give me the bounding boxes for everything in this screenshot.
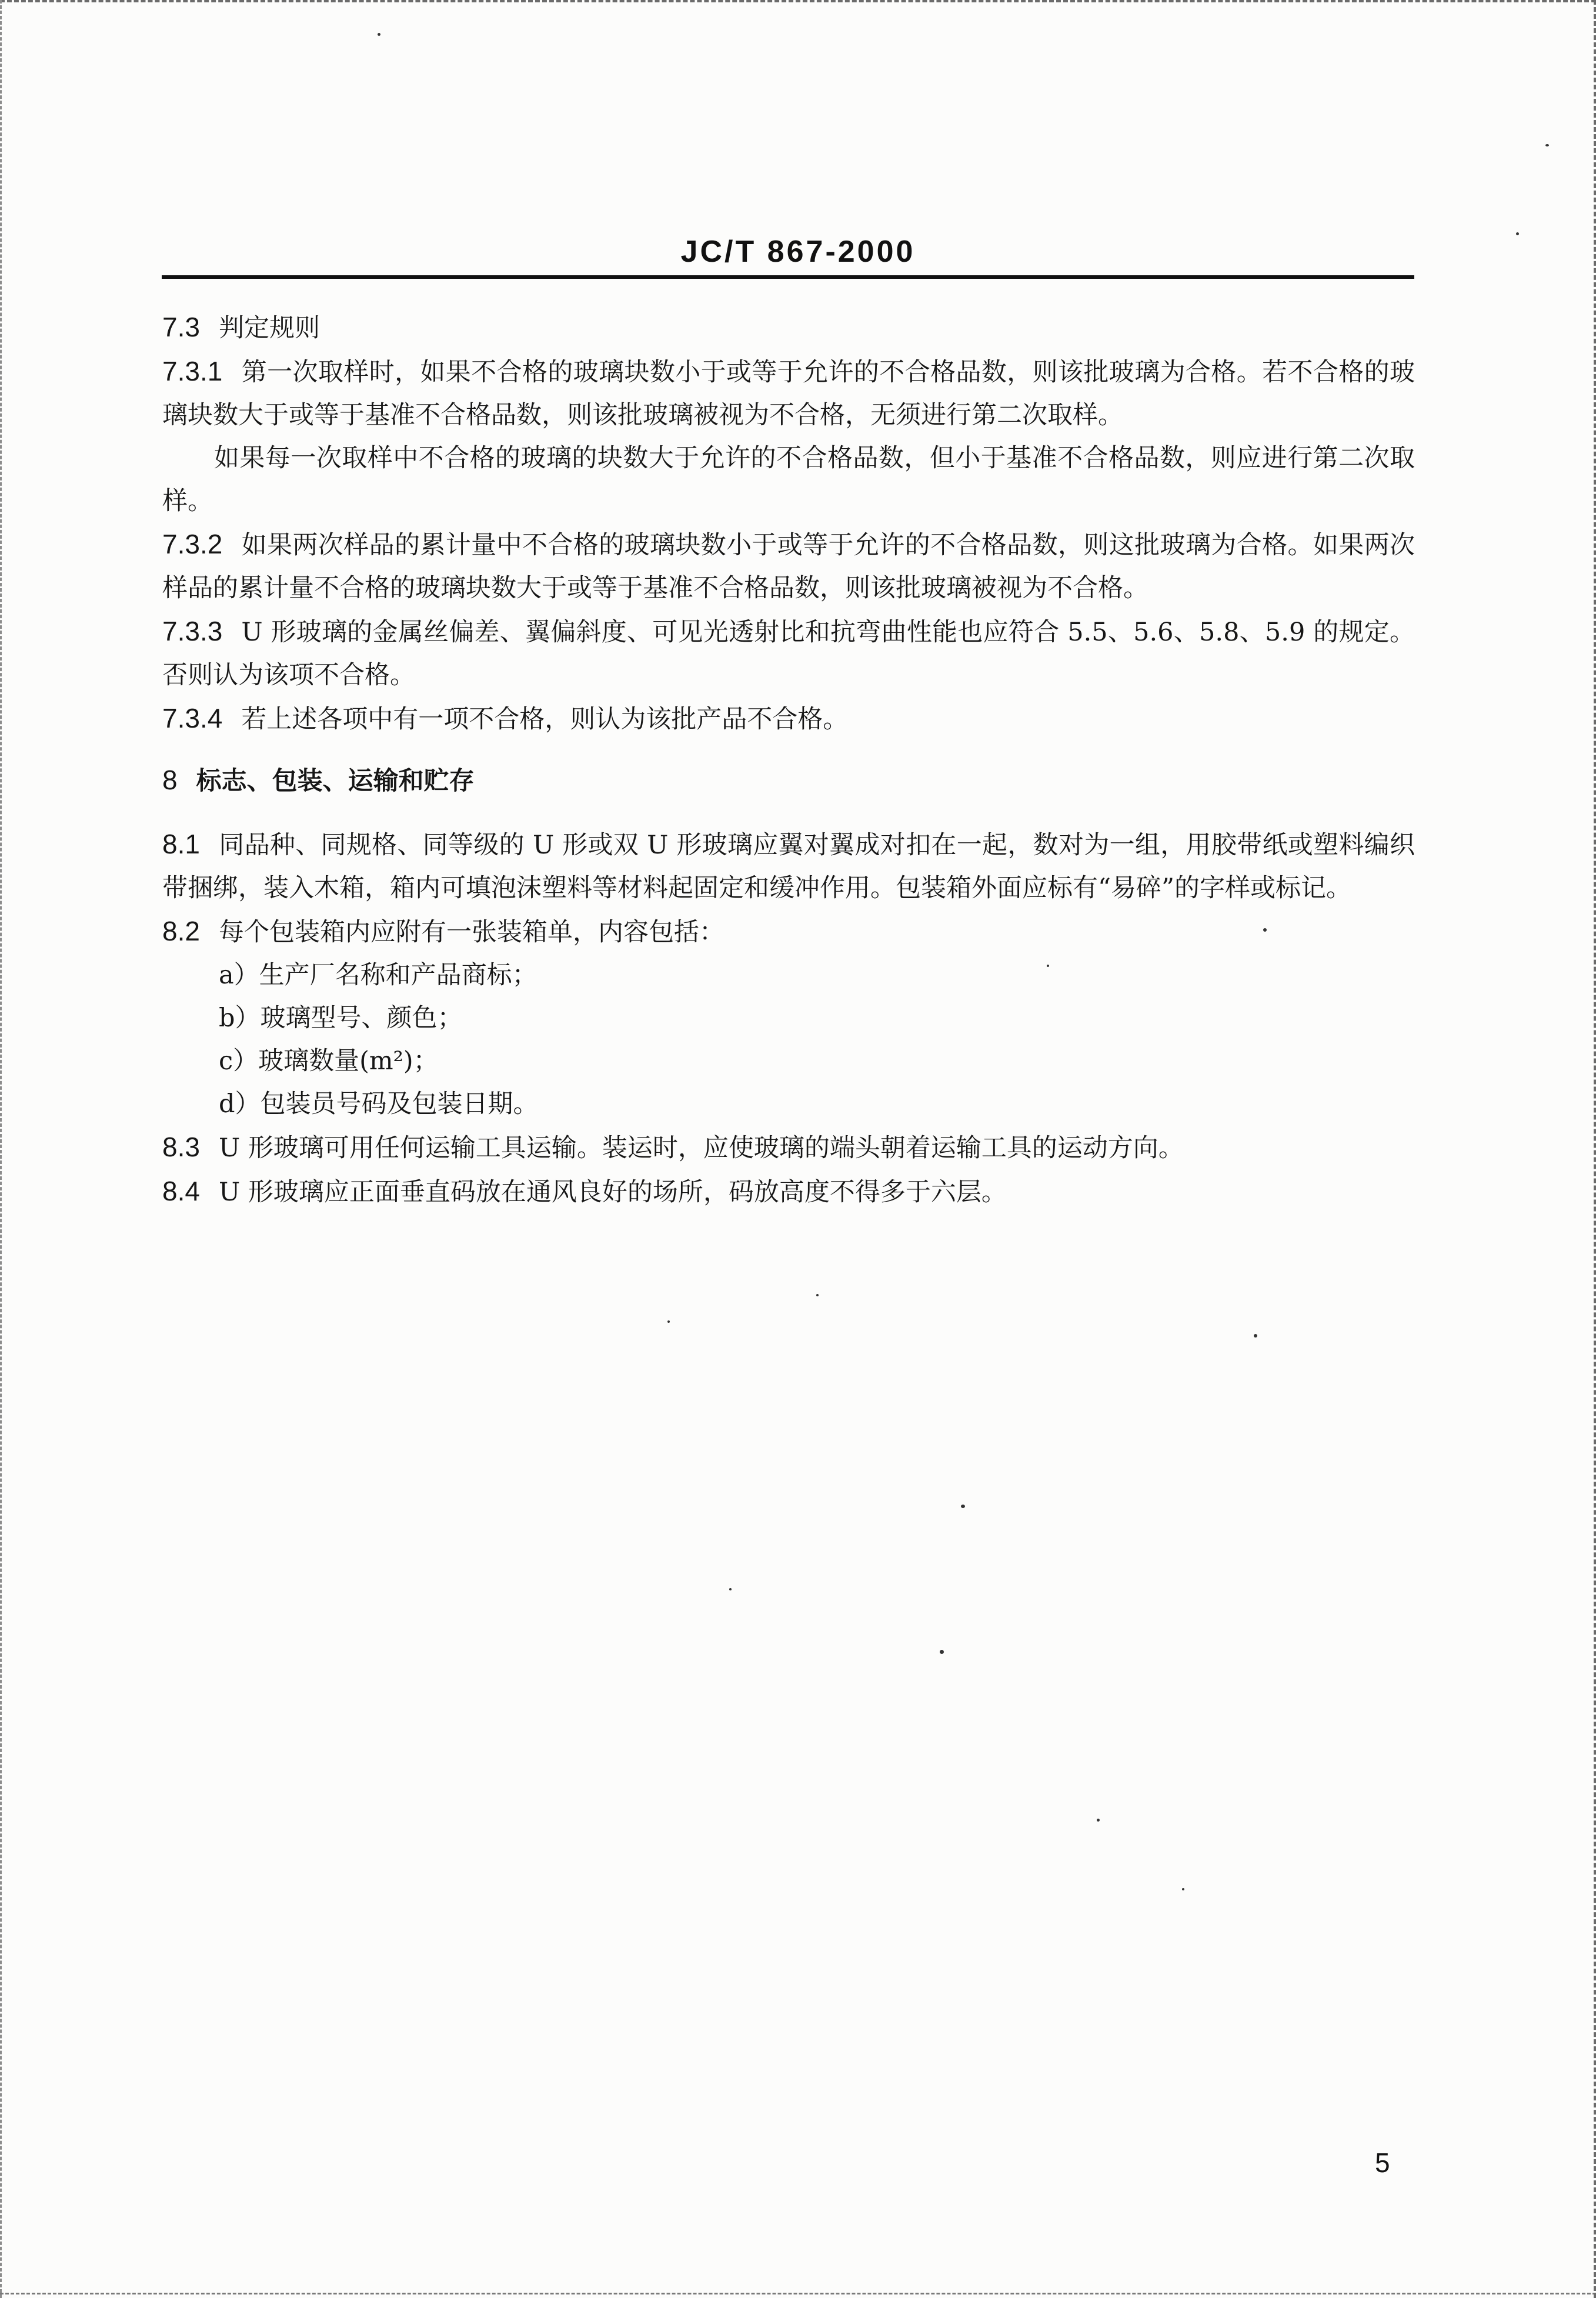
section-number: 8 xyxy=(162,765,178,795)
clause-text: U 形玻璃的金属丝偏差、翼偏斜度、可见光透射比和抗弯曲性能也应符合 5.5、5.6、5.8、5.9 的规定。否则认为该项不合格。 xyxy=(162,618,1415,690)
scan-edge-left xyxy=(0,0,5,2298)
section-7-3-heading xyxy=(162,306,1415,350)
clause-8-2 xyxy=(162,910,1415,954)
clause-text: 每个包装箱内应附有一张装箱单，内容包括： xyxy=(218,918,724,947)
scan-speck xyxy=(1516,232,1519,235)
scan-speck xyxy=(1182,1888,1184,1890)
scan-speck xyxy=(1097,1819,1100,1822)
clause-number: 8.2 xyxy=(162,916,200,946)
clause-text: 若上述各项中有一项不合格，则认为该批产品不合格。 xyxy=(241,705,849,734)
clause-number: 7.3.3 xyxy=(162,616,223,646)
scan-speck xyxy=(1254,1334,1257,1338)
clause-number: 8.3 xyxy=(162,1132,200,1162)
clause-8-4 xyxy=(162,1170,1415,1214)
clause-7-3-1 xyxy=(162,350,1415,437)
section-8-heading xyxy=(162,759,1415,803)
list-item: a）生产厂名称和产品商标； xyxy=(219,960,537,990)
scan-speck xyxy=(940,1650,944,1654)
scan-edge-right xyxy=(1590,0,1596,2298)
clause-number: 7.3.4 xyxy=(162,703,223,733)
scan-speck xyxy=(1545,144,1549,146)
list-item: b）玻璃型号、颜色； xyxy=(219,1003,463,1033)
header-rule xyxy=(162,275,1414,279)
clause-number: 8.4 xyxy=(162,1176,200,1206)
clause-7-3-1-paragraph-2: 如果每一次取样中不合格的玻璃的块数大于允许的不合格品数，但小于基准不合格品数，则应进行第二次取样。 xyxy=(162,443,1415,516)
clause-text: U 形玻璃应正面垂直码放在通风良好的场所，码放高度不得多于六层。 xyxy=(218,1178,1007,1207)
section-title: 判定规则 xyxy=(218,313,320,343)
scan-speck xyxy=(729,1588,732,1590)
scan-edge-bottom xyxy=(0,2293,1596,2298)
clause-number: 8.1 xyxy=(162,829,200,859)
document-body xyxy=(162,306,1415,1214)
clause-text: U 形玻璃可用任何运输工具运输。装运时，应使玻璃的端头朝着运输工具的运动方向。 xyxy=(218,1133,1184,1163)
clause-text: 如果两次样品的累计量中不合格的玻璃块数小于或等于允许的不合格品数，则这批玻璃为合格。如果两次样品的累计量不合格的玻璃块数大于或等于基准不合格品数，则该批玻璃被视为不合格。 xyxy=(162,531,1415,603)
clause-8-1 xyxy=(162,823,1415,910)
scan-speck xyxy=(961,1505,965,1508)
clause-8-3 xyxy=(162,1126,1415,1170)
clause-7-3-4 xyxy=(162,697,1415,741)
section-title: 标志、包装、运输和贮存 xyxy=(196,766,475,796)
clause-text: 同品种、同规格、同等级的 U 形或双 U 形玻璃应翼对翼成对扣在一起，数对为一组，用胶带纸或塑料编织带捆绑，装入木箱，箱内可填泡沫塑料等材料起固定和缓冲作用。包装箱外面应标有“易碎”的字样或标记。 xyxy=(162,831,1415,903)
scan-edge-top xyxy=(0,0,1596,6)
section-number: 7.3 xyxy=(162,312,200,342)
page-number: 5 xyxy=(1375,2147,1390,2178)
scan-speck xyxy=(667,1320,670,1323)
clause-number: 7.3.2 xyxy=(162,529,223,559)
standard-code-header: JC/T 867-2000 xyxy=(680,235,916,269)
clause-number: 7.3.1 xyxy=(162,356,223,386)
clause-7-3-2 xyxy=(162,523,1415,610)
clause-7-3-3 xyxy=(162,610,1415,697)
scan-speck xyxy=(816,1294,819,1296)
list-item: c）玻璃数量(m²)； xyxy=(219,1046,439,1076)
list-item: d）包装员号码及包装日期。 xyxy=(219,1089,539,1119)
clause-text: 第一次取样时，如果不合格的玻璃块数小于或等于允许的不合格品数，则该批玻璃为合格。若不合格的玻璃块数大于或等于基准不合格品数，则该批玻璃被视为不合格，无须进行第二次取样。 xyxy=(162,358,1415,430)
scan-speck xyxy=(378,33,380,36)
